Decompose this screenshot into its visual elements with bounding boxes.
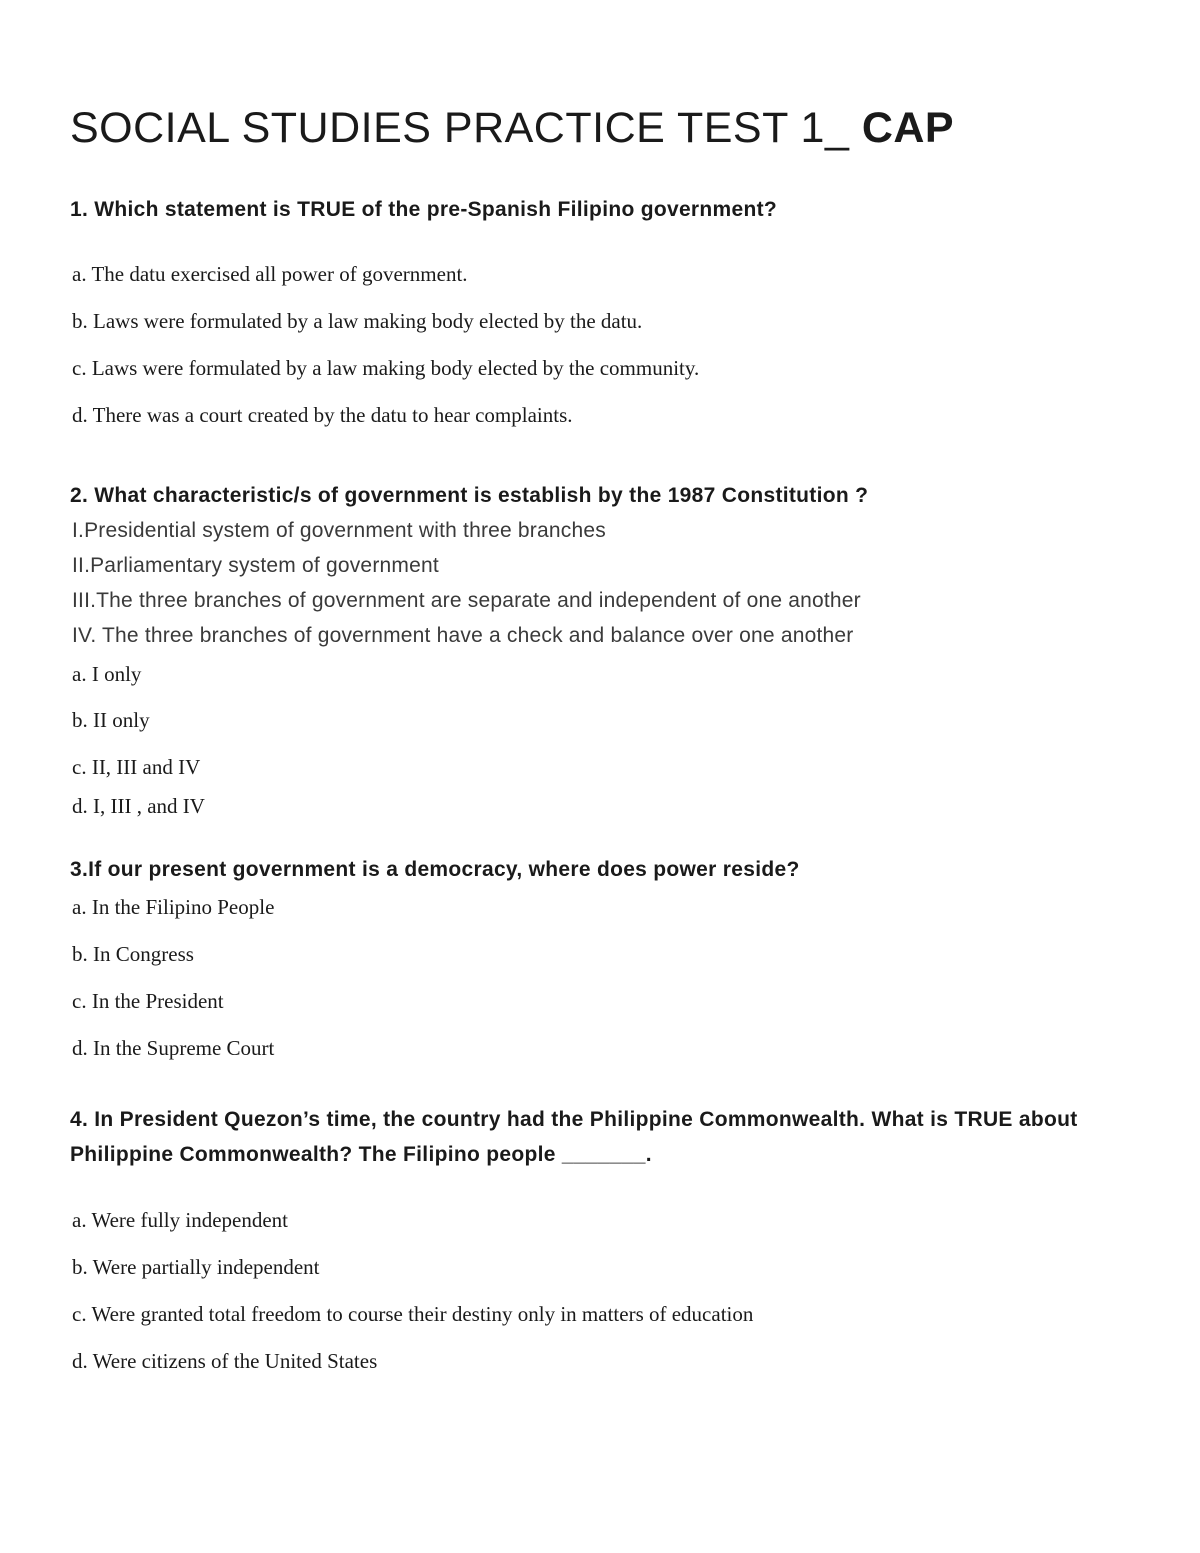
question-2-option-b: b. II only [72,708,150,732]
question-3-option-a: a. In the Filipino People [72,895,275,919]
question-1-option-d: d. There was a court created by the datu to hear complaints. [72,403,573,427]
page-title [70,104,954,153]
question-4-option-a: a. Were fully independent [72,1208,289,1232]
title-main: SOCIAL STUDIES PRACTICE TEST 1_ [70,104,862,152]
question-1-option-b: b. Laws were formulated by a law making body elected by the datu. [72,309,643,333]
question-4-option-d: d. Were citizens of the United States [72,1349,378,1373]
question-3-option-c: c. In the President [72,989,224,1013]
question-4-option-c: c. Were granted total freedom to course their destiny only in matters of education [72,1302,754,1326]
question-2-statement-4: IV. The three branches of government have a check and balance over one another [72,624,854,647]
question-3-option-d: d. In the Supreme Court [72,1036,275,1060]
question-2-option-c: c. II, III and IV [72,755,201,779]
question-4: 4. In President Quezon’s time, the country had the Philippine Commonwealth. What is TRUE about Philippine Commonwealth? The Filipino people _______. [70,1108,1078,1166]
question-2: 2. What characteristic/s of government is establish by the 1987 Constitution ? [70,484,869,507]
question-3: 3.If our present government is a democracy, where does power reside? [70,858,800,881]
question-2-statement-1: I.Presidential system of government with three branches [72,519,606,542]
question-1: 1. Which statement is TRUE of the pre-Spanish Filipino government? [70,198,778,221]
question-3-option-b: b. In Congress [72,942,194,966]
question-4-option-b: b. Were partially independent [72,1255,320,1279]
question-2-option-d: d. I, III , and IV [72,794,205,818]
question-2-statement-2: II.Parliamentary system of government [72,554,439,577]
question-1-option-c: c. Laws were formulated by a law making body elected by the community. [72,356,700,380]
title-bold: CAP [861,104,955,152]
question-2-option-a: a. I only [72,662,142,686]
question-1-option-a: a. The datu exercised all power of government. [72,262,468,286]
question-2-statement-3: III.The three branches of government are separate and independent of one another [72,589,861,612]
